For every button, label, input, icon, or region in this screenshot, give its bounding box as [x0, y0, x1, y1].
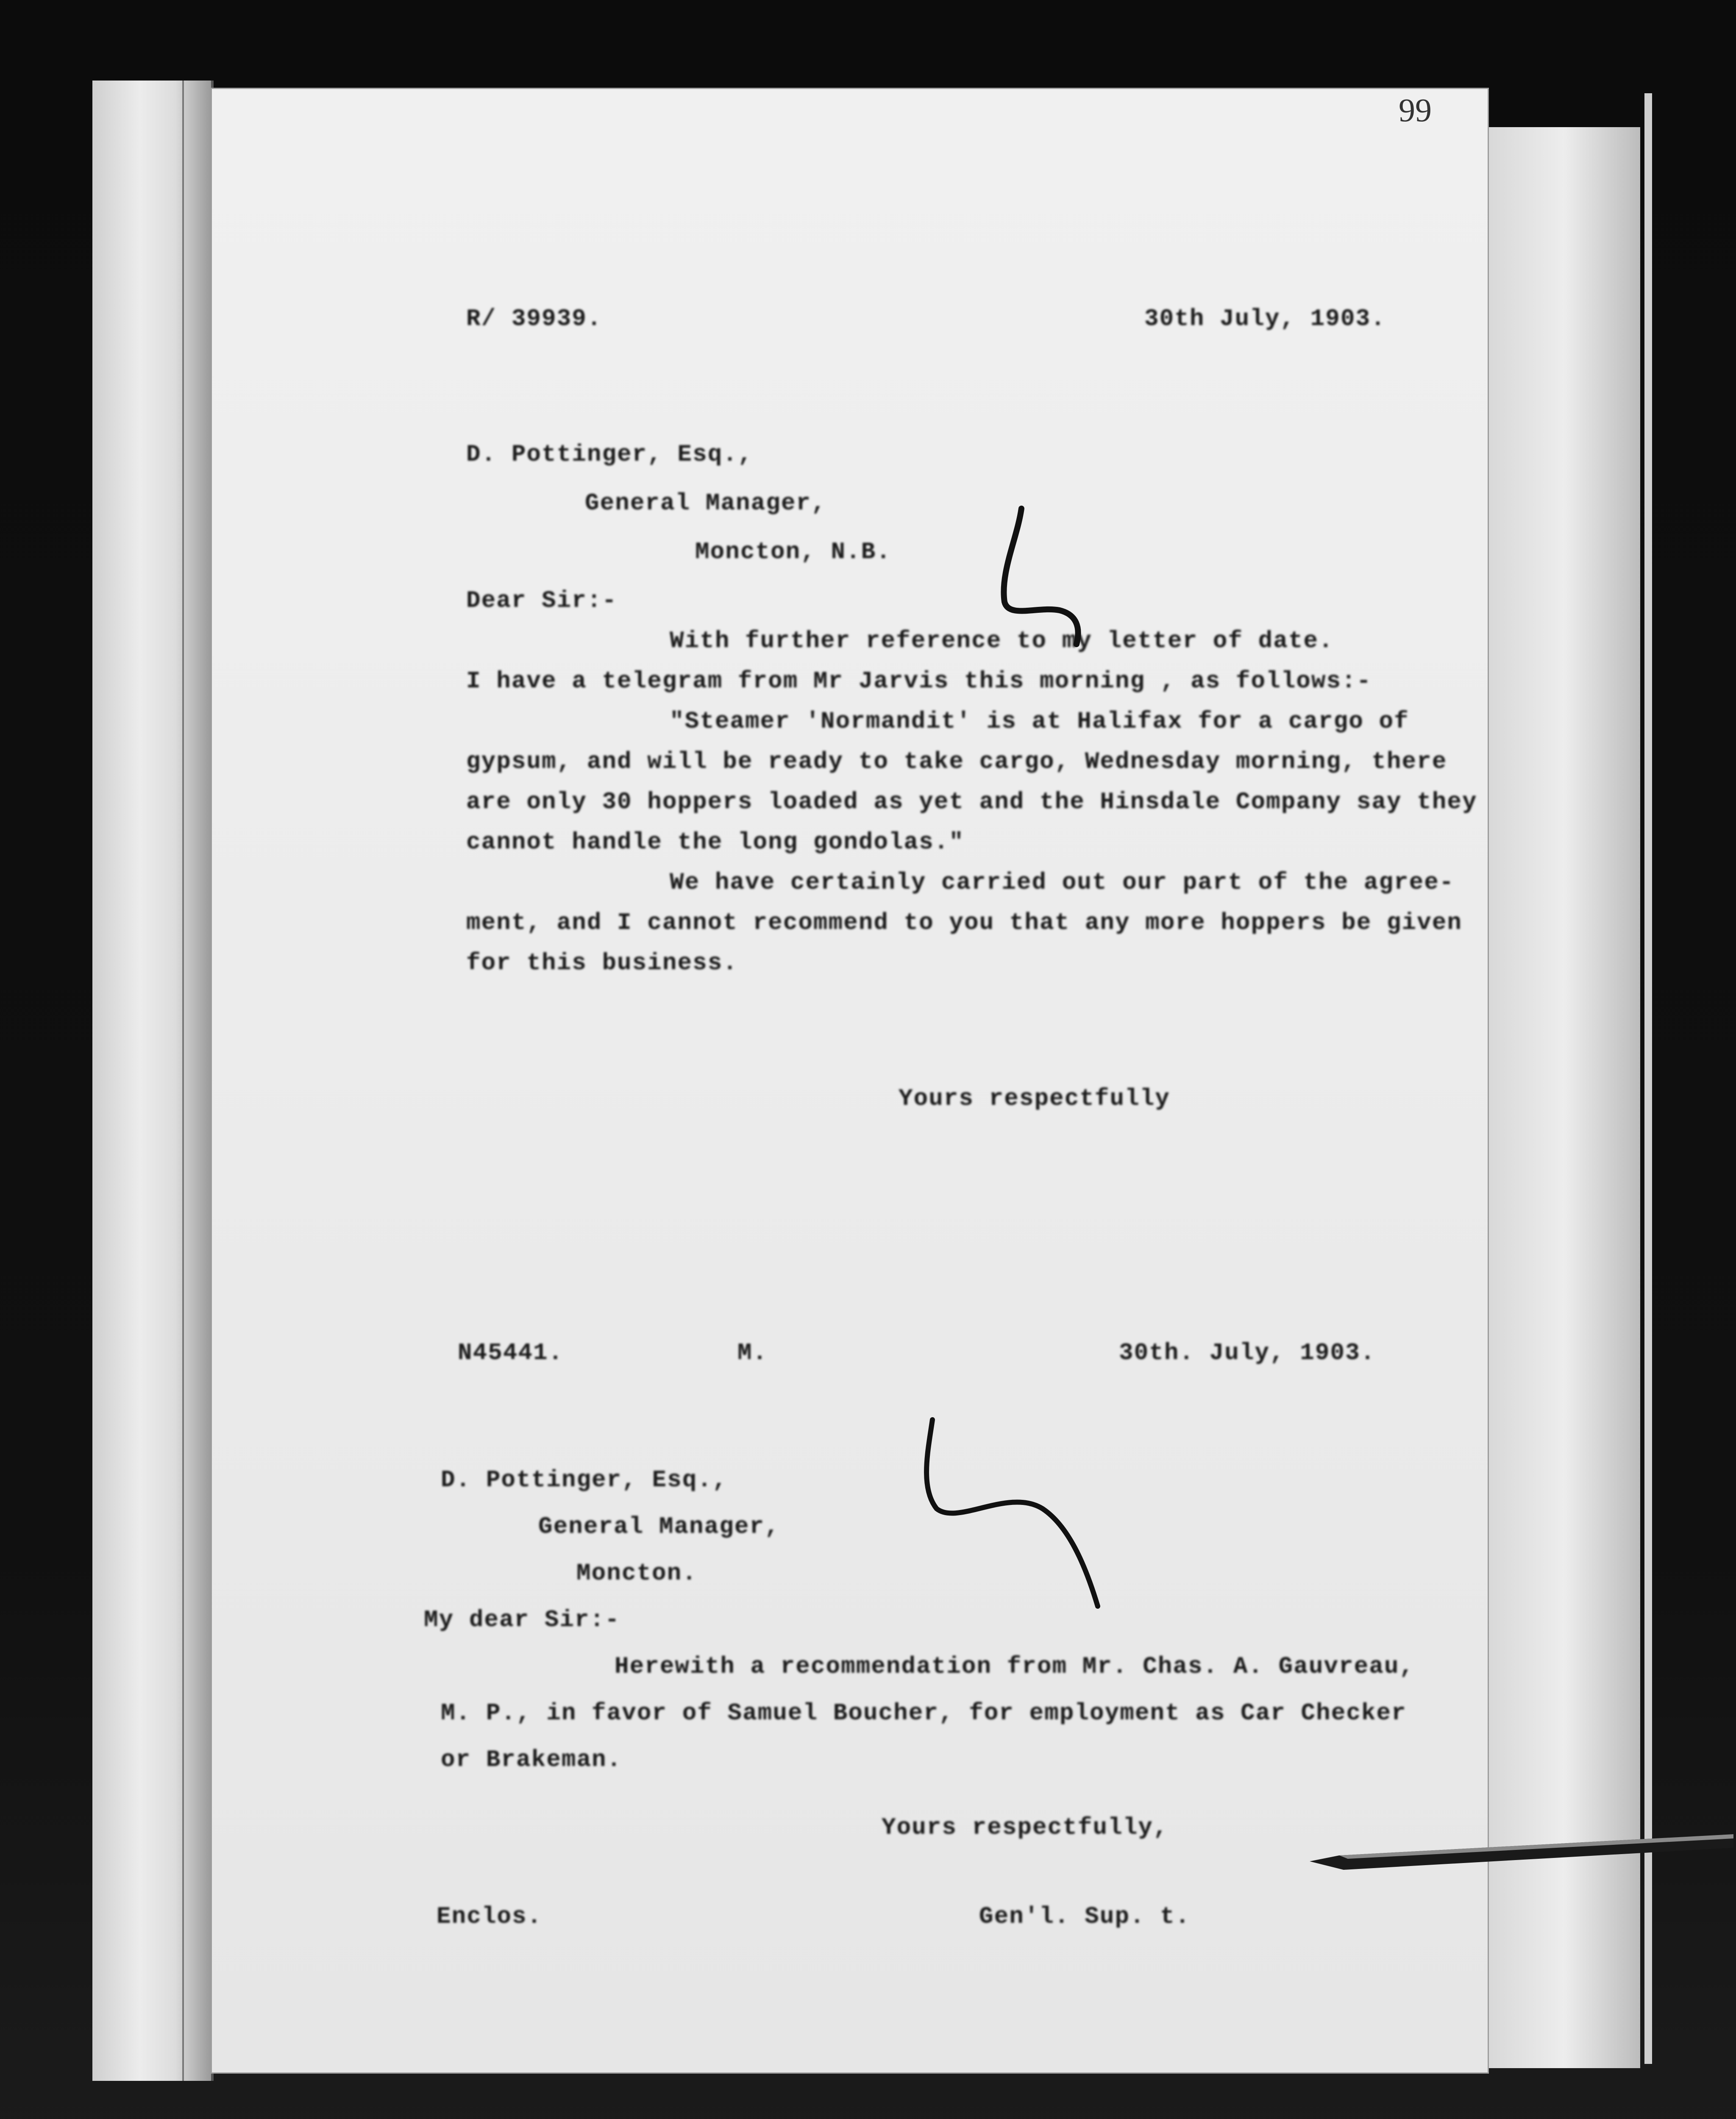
- pen-pointer-icon: [1310, 1831, 1733, 1882]
- letter2-body-line: or Brakeman.: [441, 1746, 622, 1773]
- letter2-addressee-place: Moncton.: [576, 1560, 697, 1587]
- letter1-body-line: ment, and I cannot recommend to you that any more hoppers be given: [466, 909, 1462, 936]
- letter2-reference: N45441.: [458, 1339, 564, 1366]
- letter1-body-line: cannot handle the long gondolas.": [466, 829, 964, 856]
- letter1-body-line: "Steamer 'Normandit' is at Halifax for a cargo of: [670, 708, 1409, 735]
- letter2-signature: Gen'l. Sup. t.: [979, 1903, 1191, 1930]
- letter1-body-line: With further reference to my letter of date.: [670, 627, 1334, 654]
- letter1-salutation: Dear Sir:-: [466, 587, 618, 614]
- letter-page: [212, 89, 1488, 2072]
- letter1-body-line: I have a telegram from Mr Jarvis this morning , as follows:-: [466, 667, 1372, 695]
- paper-stack-edge-right: [1644, 93, 1652, 2064]
- letter1-addressee-place: Moncton, N.B.: [695, 538, 891, 565]
- letterbook-binding: [92, 81, 214, 2081]
- binding-edge-line: [182, 81, 184, 2081]
- letter1-closing: Yours respectfully: [899, 1085, 1170, 1112]
- letter1-addressee-name: D. Pottinger, Esq.,: [466, 441, 753, 468]
- letter2-marker: M.: [737, 1339, 768, 1366]
- letter2-body-line: Herewith a recommendation from Mr. Chas. A. Gauvreau,: [615, 1653, 1415, 1680]
- letter1-body-line: We have certainly carried out our part of the agree-: [670, 869, 1455, 896]
- letter2-body-line: M. P., in favor of Samuel Boucher, for employment as Car Checker: [441, 1699, 1407, 1727]
- paper-stack-edge: [1488, 127, 1640, 2068]
- letter2-closing: Yours respectfully,: [882, 1814, 1168, 1841]
- handwritten-checkmark-icon: [975, 500, 1110, 653]
- letter2-date: 30th. July, 1903.: [1119, 1339, 1376, 1366]
- letter1-body-line: gypsum, and will be ready to take cargo, Wednesday morning, there: [466, 748, 1447, 775]
- letter1-reference: R/ 39939.: [466, 305, 602, 332]
- letter2-enclosure: Enclos.: [437, 1903, 542, 1930]
- letter2-salutation: My dear Sir:-: [424, 1606, 620, 1633]
- page-number: 99: [1399, 92, 1432, 128]
- letter1-addressee-title: General Manager,: [585, 489, 826, 517]
- letter1-body-line: for this business.: [466, 949, 738, 976]
- letter2-addressee-title: General Manager,: [538, 1513, 780, 1540]
- letter1-date: 30th July, 1903.: [1144, 305, 1386, 332]
- letter1-body-line: are only 30 hoppers loaded as yet and the Hinsdale Company say they: [466, 788, 1477, 815]
- handwritten-checkmark-icon: [915, 1411, 1110, 1615]
- letter2-addressee-name: D. Pottinger, Esq.,: [441, 1466, 728, 1493]
